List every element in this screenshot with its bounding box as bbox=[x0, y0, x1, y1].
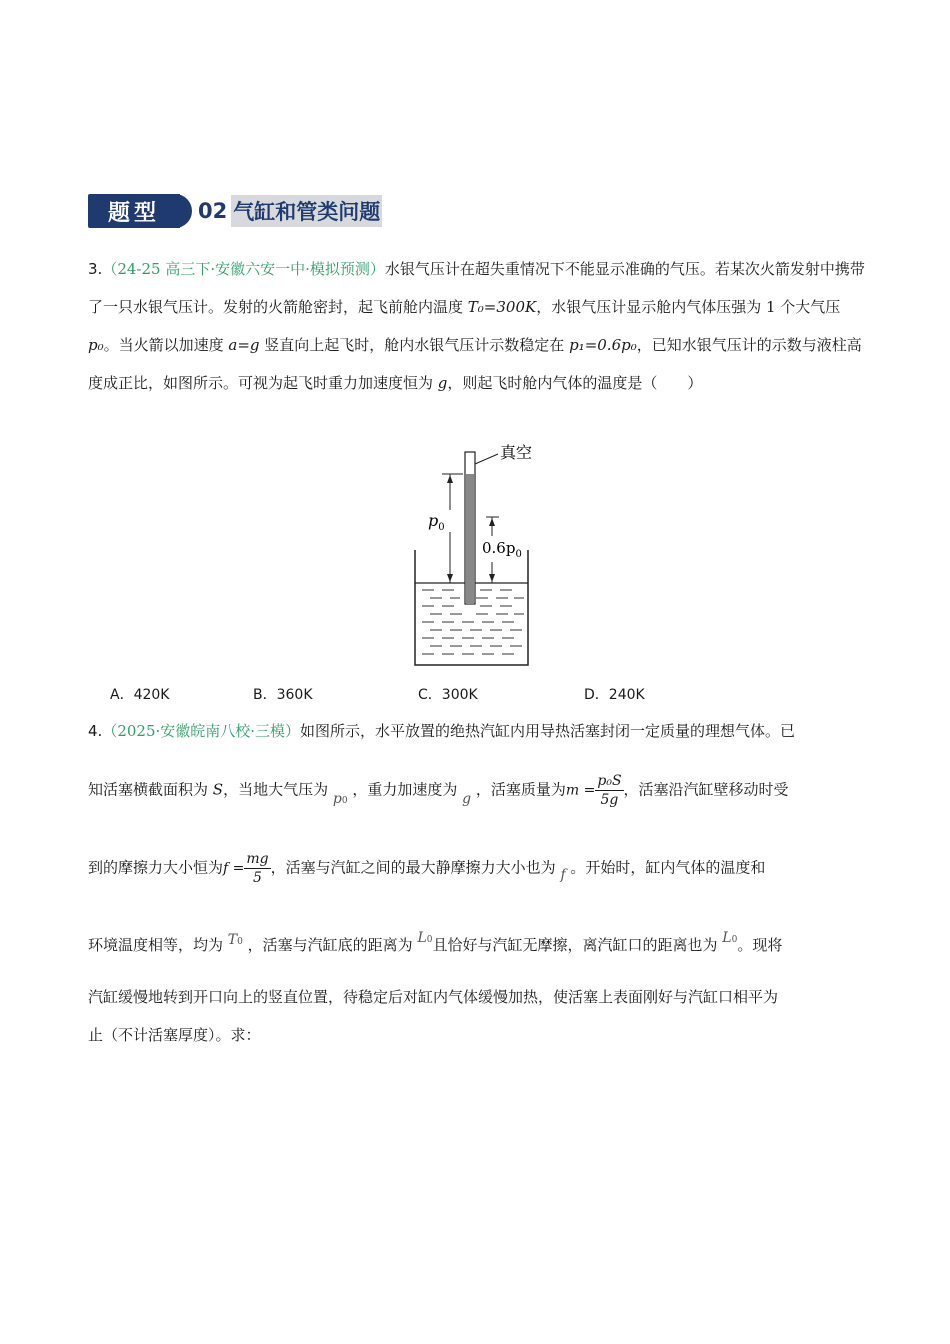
p1-arrow-up bbox=[489, 518, 495, 526]
question-4-line-3 bbox=[88, 850, 765, 887]
question-3-number: 3. bbox=[88, 260, 103, 278]
question-4-text: ，活塞与汽缸之间的最大静摩擦力大小也为 bbox=[270, 858, 556, 877]
question-4-text: 。现将 bbox=[737, 936, 783, 954]
question-3-text: 竖直向上起飞时，舱内水银气压计示数稳定在 bbox=[259, 336, 570, 354]
t0-math: T0 bbox=[227, 932, 243, 948]
p0-arrow-down bbox=[447, 574, 453, 582]
question-4-text: 。开始时，缸内气体的温度和 bbox=[570, 858, 766, 877]
p1-label: $0.6p_0$ bbox=[482, 539, 522, 560]
question-3-text: 。当火箭以加速度 bbox=[103, 336, 229, 354]
question-4-text: 知活塞横截面积为 bbox=[88, 780, 213, 799]
question-4-text: ，活塞沿汽缸壁移动时受 bbox=[623, 780, 789, 799]
question-4-line-1 bbox=[88, 720, 795, 741]
g-math: g bbox=[462, 790, 472, 807]
f-math: f bbox=[560, 866, 566, 883]
answer-options bbox=[110, 684, 810, 706]
friction-symbol: f = bbox=[223, 860, 245, 877]
option-a[interactable]: A．420K bbox=[110, 687, 170, 703]
question-3-source: （24-25 高三下·安徽六安一中·模拟预测） bbox=[102, 260, 385, 278]
vacuum-label: 真空 bbox=[500, 443, 533, 462]
question-type-number: 02 bbox=[198, 199, 228, 223]
p1-arrow-down bbox=[489, 574, 495, 582]
question-4-line-6: 止（不计活塞厚度）。求： bbox=[88, 1026, 261, 1044]
question-4-number: 4. bbox=[88, 722, 103, 740]
question-4-line-4 bbox=[88, 930, 783, 955]
vacuum-leader-line bbox=[475, 454, 498, 464]
p0-symbol: p₀ bbox=[88, 336, 104, 354]
question-4-source: （2025·安徽皖南八校·三模） bbox=[102, 722, 301, 740]
question-4-text: 且恰好与汽缸无摩擦，离汽缸口的距离也为 bbox=[432, 936, 718, 954]
mercury-column bbox=[466, 474, 474, 604]
option-b[interactable]: B．360K bbox=[253, 687, 313, 703]
mass-fraction: $\frac{\text{p₀S}}{5g}$ bbox=[597, 773, 622, 808]
question-3-text: ，水银气压计显示舱内气体压强为 1 个大气压 bbox=[536, 298, 841, 316]
barometer-figure bbox=[400, 440, 560, 670]
friction-fraction: $\frac{mg}{5}$ bbox=[246, 851, 269, 886]
p0-math: p0 bbox=[332, 790, 348, 807]
question-3-text: ，已知水银气压计的示数与液柱高度成正比，如图所示。可视为起飞时重力加速度恒为 bbox=[88, 336, 862, 392]
l0-math: L0 bbox=[417, 930, 433, 946]
question-4-line-5: 汽缸缓慢地转到开口向上的竖直位置，待稳定后对缸内气体缓慢加热，使活塞上表面刚好与汽缸口相平为 bbox=[88, 988, 779, 1006]
question-4-text: ，活塞与汽缸底的距离为 bbox=[247, 936, 413, 954]
mass-symbol: m = bbox=[565, 782, 596, 799]
p1-value: p₁=0.6p₀ bbox=[569, 336, 637, 354]
p0-label: $p_0$ bbox=[428, 511, 445, 533]
option-c[interactable]: C．300K bbox=[418, 687, 478, 703]
question-4-text: ，活塞质量为 bbox=[475, 780, 566, 799]
question-4-text: ，当地大气压为 bbox=[223, 780, 329, 799]
area-symbol: S bbox=[212, 780, 224, 799]
question-4-text: 到的摩擦力大小恒为 bbox=[88, 858, 224, 877]
question-4-text: 环境温度相等，均为 bbox=[88, 936, 224, 954]
question-type-title: 气缸和管类问题 bbox=[231, 195, 382, 227]
question-3-text: ，则起飞时舱内气体的温度是（ ） bbox=[447, 374, 703, 392]
p0-arrow-up bbox=[447, 475, 453, 483]
acceleration-symbol: a=g bbox=[228, 336, 260, 354]
g-symbol: g bbox=[437, 374, 448, 392]
question-4-text: 如图所示，水平放置的绝热汽缸内用导热活塞封闭一定质量的理想气体。已 bbox=[300, 722, 796, 740]
question-3 bbox=[88, 250, 866, 402]
option-d[interactable]: D．240K bbox=[584, 687, 645, 703]
question-4-text: ，重力加速度为 bbox=[352, 780, 458, 799]
question-4-line-2 bbox=[88, 772, 789, 809]
l0-math-2: L0 bbox=[722, 930, 738, 946]
section-heading bbox=[88, 193, 382, 229]
t0-value: T₀=300K bbox=[467, 298, 537, 316]
question-3-text: 水银气压计在超失重情况下不能显示准确的气压。若某次火箭发射中携带了一只水银气压计。发射的火箭舱密封，起飞前舱内温度 bbox=[88, 260, 865, 316]
question-type-tag: 题型 bbox=[88, 194, 180, 228]
